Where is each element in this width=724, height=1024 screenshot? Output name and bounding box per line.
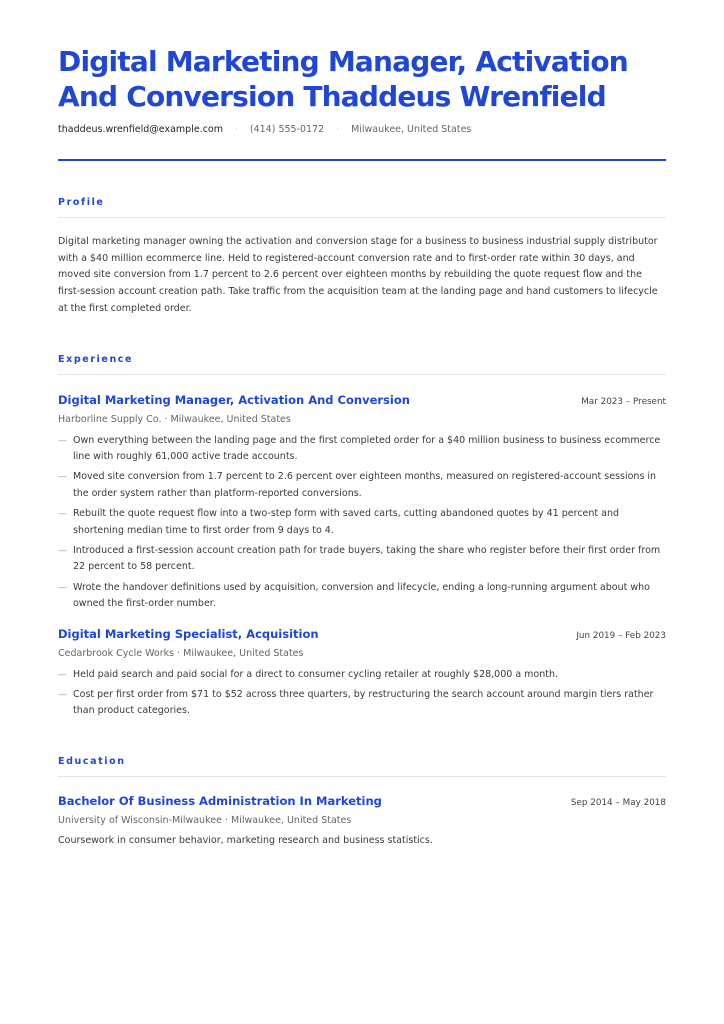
- education-dates: Sep 2014 – May 2018: [570, 797, 666, 808]
- job-bullet: — Moved site conversion from 1.7 percent to 2.6 percent over eighteen months, measured on registered-account sessions in the order system rather than platform-reported conversions.: [58, 469, 666, 502]
- contact-location: Milwaukee, United States: [351, 124, 472, 135]
- section-title-education: Education: [58, 755, 126, 767]
- contact-line: [58, 124, 666, 135]
- contact-separator: ·: [235, 124, 238, 135]
- section-divider: [58, 776, 666, 777]
- profile-summary: Digital marketing manager owning the activation and conversion stage for a business to business industrial supply distributor with a $40 million ecommerce line. Held to registered-account conversion rate and to first-order rate within 30 days, and moved site conversion from 1.7 percent to 2.6 percent over eighteen months by rebuilding the quote request flow and the first-session account creation path. Take traffic from the acquisition team at the landing page and hand customers to lifecycle at the first completed order.: [58, 236, 658, 314]
- job-bullet: — Cost per first order from $71 to $52 across three quarters, by restructuring the search account around margin tiers rather than product categories.: [58, 687, 666, 720]
- job-dates: Mar 2023 – Present: [581, 396, 666, 407]
- job-title: Digital Marketing Manager, Activation And Conversion: [58, 392, 410, 407]
- education-header: [58, 794, 666, 808]
- job-header: [58, 393, 666, 407]
- contact-phone[interactable]: (414) 555-0172: [249, 124, 325, 135]
- job-title: Digital Marketing Specialist, Acquisition: [58, 626, 319, 641]
- section-title-experience: Experience: [58, 353, 134, 365]
- resume-name-title: Digital Marketing Manager, Activation And Conversion Thaddeus Wrenfield: [58, 45, 628, 113]
- contact-email[interactable]: thaddeus.wrenfield@example.com: [58, 124, 223, 135]
- job-bullet: — Rebuilt the quote request flow into a two-step form with saved carts, cutting abandoned quotes by 41 percent and shortening median time to first order from 9 days to 4.: [58, 506, 666, 539]
- job-company: Harborline Supply Co. · Milwaukee, United States: [58, 413, 291, 425]
- job-bullet: — Introduced a first-session account creation path for trade buyers, taking the share who register before their first order from 22 percent to 58 percent.: [58, 543, 666, 576]
- section-title-profile: Profile: [58, 197, 105, 208]
- section-divider: [58, 374, 666, 375]
- resume-page: [58, 44, 666, 846]
- experience-entry: [58, 393, 666, 613]
- job-company: Cedarbrook Cycle Works · Milwaukee, United States: [58, 647, 304, 659]
- section-divider: [58, 217, 666, 218]
- education-entry: [58, 794, 666, 846]
- header-divider: [58, 159, 666, 161]
- job-bullet: — Own everything between the landing page and the first completed order for a $40 million business to business ecommerce line with roughly 61,000 active trade accounts.: [58, 433, 666, 466]
- job-dates: Jun 2019 – Feb 2023: [576, 630, 666, 641]
- experience-entry: [58, 627, 666, 720]
- job-bullets: [58, 667, 666, 720]
- education-school: University of Wisconsin-Milwaukee · Milwaukee, United States: [58, 814, 352, 826]
- job-bullets: [58, 433, 666, 613]
- job-header: [58, 627, 666, 641]
- contact-separator: ·: [336, 124, 340, 135]
- job-bullet: — Held paid search and paid social for a direct to consumer cycling retailer at roughly $28,000 a month.: [58, 667, 666, 683]
- job-bullet: — Wrote the handover definitions used by acquisition, conversion and lifecycle, ending a long-running argument about who owned the first-order number.: [58, 580, 666, 613]
- degree-title: Bachelor Of Business Administration In Marketing: [58, 793, 382, 808]
- education-coursework: Coursework in consumer behavior, marketing research and business statistics.: [58, 834, 433, 846]
